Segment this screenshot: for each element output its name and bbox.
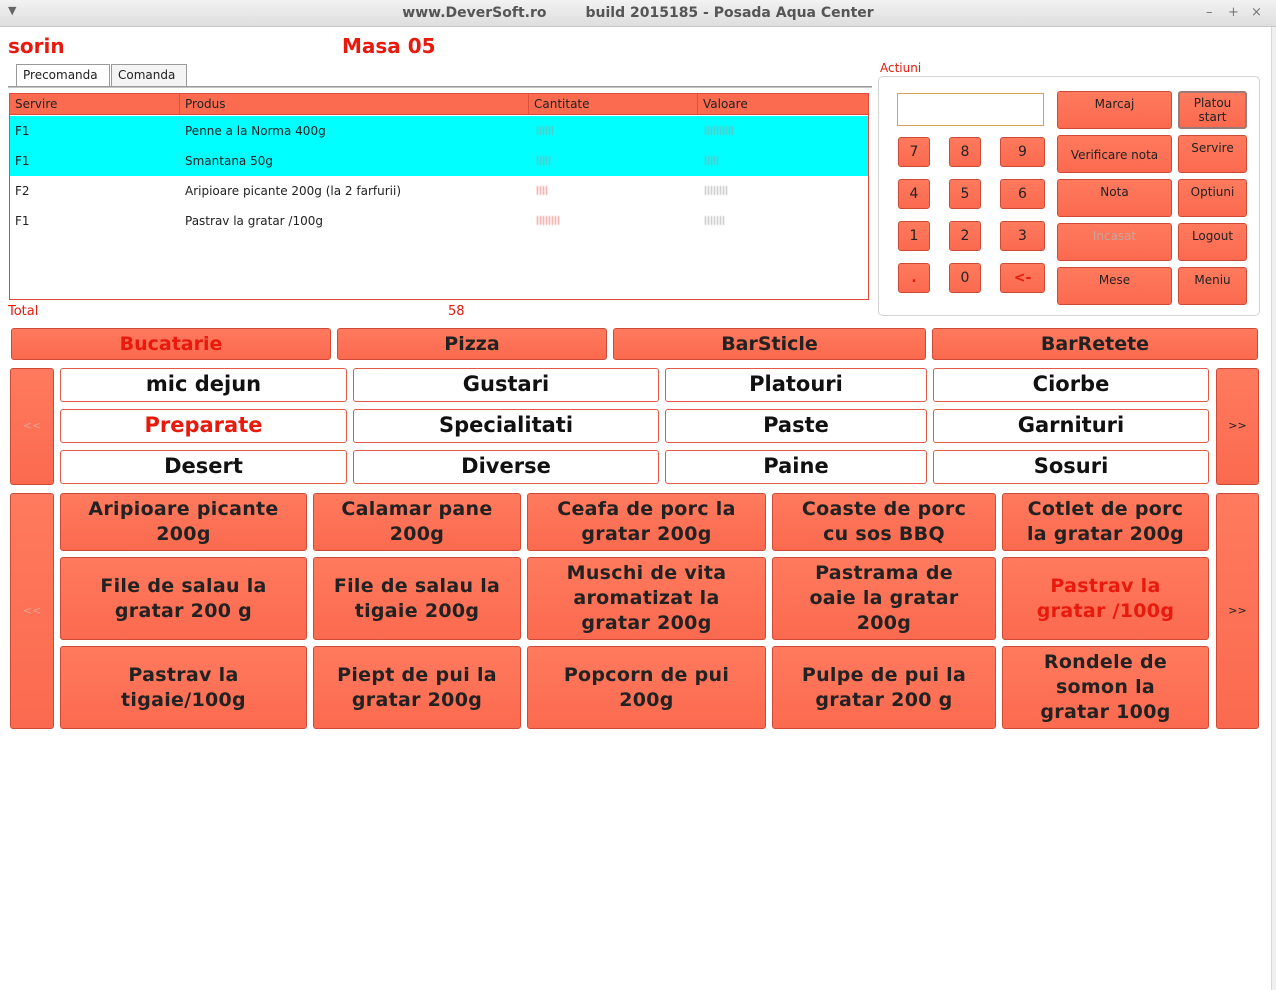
order-table[interactable] (9, 93, 869, 300)
table-row[interactable] (10, 206, 868, 236)
product-label-line: Pastrama de (815, 562, 953, 584)
subcategory-sosuri-button[interactable]: Sosuri (933, 450, 1209, 484)
column-header-cantitate[interactable]: Cantitate (529, 94, 698, 115)
product-label-line: cu sos BBQ (823, 523, 945, 545)
close-icon[interactable]: × (1251, 5, 1262, 20)
keypad-3-button[interactable]: 3 (1000, 221, 1045, 251)
product-label-line: 200g (619, 688, 674, 711)
product-label (341, 497, 492, 547)
product-label (334, 574, 500, 624)
product-label (100, 574, 266, 624)
subcategory-platouri-button[interactable]: Platouri (665, 368, 927, 402)
actions-label: Actiuni (880, 61, 922, 75)
category-bucatarie-button[interactable]: Bucatarie (11, 328, 331, 360)
user-name: sorin (8, 34, 65, 58)
window-scrollbar[interactable] (1271, 27, 1276, 990)
cell-produs: Aripioare picante 200g (la 2 farfurii) (185, 184, 401, 198)
meniu-button[interactable]: Meniu (1178, 267, 1247, 305)
cell-valoare-redacted (705, 156, 719, 165)
table-row[interactable] (10, 116, 868, 146)
platou-start-label-line1: Platou (1193, 96, 1232, 110)
subcategory-mic-dejun-button[interactable]: mic dejun (60, 368, 347, 402)
cell-produs: Smantana 50g (185, 154, 273, 168)
product-label-line: tigaie 200g (354, 599, 480, 622)
product-label (88, 497, 278, 547)
product-label-line: aromatizat la (573, 587, 720, 609)
keypad-9-button[interactable]: 9 (1000, 137, 1045, 167)
tab-divider (8, 86, 872, 88)
product-label-line: Ceafa de porc la (557, 498, 736, 520)
product-label (567, 561, 727, 636)
product-prev-button[interactable]: << (10, 493, 54, 729)
product-label (809, 561, 958, 636)
product-label-line: oaie la gratar (809, 587, 959, 609)
keypad-5-button[interactable]: 5 (949, 179, 981, 209)
product-label-line: Cotlet de porc (1027, 498, 1184, 520)
tab-precomanda[interactable]: Precomanda (16, 64, 110, 87)
subcategory-desert-button[interactable]: Desert (60, 450, 347, 484)
tab-comanda[interactable]: Comanda (111, 64, 187, 86)
product-label-line: gratar 100g (1040, 701, 1171, 723)
product-label (564, 663, 729, 713)
cell-produs: Pastrav la gratar /100g (185, 214, 323, 228)
platou-start-button[interactable] (1178, 91, 1247, 129)
product-label-line: Coaste de porc (801, 498, 967, 520)
product-ceafa-de-porc-button[interactable] (527, 493, 766, 551)
product-label (337, 663, 497, 713)
subcategory-gustari-button[interactable]: Gustari (353, 368, 659, 402)
cell-servire: F1 (15, 214, 30, 228)
cell-cantitate-redacted (537, 126, 553, 135)
product-popcorn-de-pui-button[interactable] (527, 646, 766, 729)
subcategory-paste-button[interactable]: Paste (665, 409, 927, 443)
total-label: Total (8, 304, 39, 319)
product-label-line: gratar 200g (351, 688, 483, 711)
product-rondele-de-somon-button[interactable] (1002, 646, 1209, 729)
product-label (1037, 574, 1174, 624)
subcategory-paine-button[interactable]: Paine (665, 450, 927, 484)
category-barretete-button[interactable]: BarRetete (932, 328, 1258, 360)
product-label-line: gratar 200g (581, 523, 712, 545)
product-label-line: File de salau la (333, 574, 501, 597)
product-label-line: Calamar pane (341, 498, 493, 520)
cell-valoare-redacted (705, 126, 733, 135)
product-label (802, 497, 966, 547)
keypad-0-button[interactable]: 0 (949, 263, 981, 293)
cell-servire: F1 (15, 154, 30, 168)
servire-button[interactable]: Servire (1178, 135, 1247, 173)
product-label-line: Muschi de vita (566, 562, 727, 584)
column-header-valoare[interactable]: Valoare (698, 94, 868, 115)
window-build: build 2015185 - Posada Aqua Center (585, 5, 874, 21)
keypad-6-button[interactable]: 6 (1000, 179, 1045, 209)
marcaj-button[interactable]: Marcaj (1057, 91, 1172, 129)
subcategory-ciorbe-button[interactable]: Ciorbe (933, 368, 1209, 402)
subcategory-next-button[interactable]: >> (1216, 368, 1259, 485)
product-pastrav-tigaie-button[interactable] (60, 646, 307, 729)
verificare-nota-button[interactable]: Verificare nota (1057, 135, 1172, 173)
category-barsticle-button[interactable]: BarSticle (613, 328, 926, 360)
product-label (1027, 497, 1184, 547)
product-label (1040, 650, 1170, 725)
keypad-display-input[interactable] (897, 93, 1044, 126)
product-cotlet-de-porc-button[interactable] (1002, 493, 1209, 551)
column-header-produs[interactable]: Produs (180, 94, 529, 115)
product-label-line: tigaie/100g (121, 688, 246, 711)
subcategory-garnituri-button[interactable]: Garnituri (933, 409, 1209, 443)
product-label-line: somon la (1055, 676, 1156, 698)
subcategory-prev-button[interactable]: << (10, 368, 54, 485)
table-row[interactable] (10, 176, 868, 206)
product-label-line: gratar 200g (581, 612, 712, 634)
product-label-line: gratar 200 g (114, 599, 253, 622)
cell-cantitate-redacted (537, 216, 561, 225)
keypad-7-button[interactable]: 7 (898, 137, 930, 167)
keypad-backspace-button[interactable]: <- (1000, 263, 1045, 293)
product-coaste-de-porc-button[interactable] (772, 493, 996, 551)
window-site: www.DeverSoft.ro (402, 5, 547, 21)
keypad-1-button[interactable]: 1 (898, 221, 930, 251)
product-label-line: 200g (856, 612, 912, 634)
product-label-line: Piept de pui la (337, 663, 497, 686)
category-pizza-button[interactable]: Pizza (337, 328, 607, 360)
table-name: Masa 05 (342, 34, 436, 58)
product-file-de-salau-gratar-button[interactable] (60, 557, 307, 640)
logout-button[interactable]: Logout (1178, 223, 1247, 261)
cell-servire: F2 (15, 184, 30, 198)
product-label-line: la gratar 200g (1026, 523, 1185, 545)
product-label-line: Aripioare picante (88, 498, 279, 520)
product-pastrama-de-oaie-button[interactable] (772, 557, 996, 640)
keypad-2-button[interactable]: 2 (949, 221, 981, 251)
product-label-line: Pastrav la (128, 663, 239, 686)
cell-produs: Penne a la Norma 400g (185, 124, 326, 138)
nota-button[interactable]: Nota (1057, 179, 1172, 217)
total-value: 58 (448, 304, 465, 319)
mese-button[interactable]: Mese (1057, 267, 1172, 305)
product-piept-de-pui-button[interactable] (313, 646, 521, 729)
platou-start-label-line2: start (1198, 110, 1227, 124)
product-file-de-salau-tigaie-button[interactable] (313, 557, 521, 640)
product-label (557, 497, 736, 547)
subcategory-preparate-button[interactable]: Preparate (60, 409, 347, 443)
product-label-line: gratar /100g (1036, 599, 1175, 622)
product-label-line: File de salau la (100, 574, 267, 597)
keypad-4-button[interactable]: 4 (898, 179, 930, 209)
cell-servire: F1 (15, 124, 30, 138)
window-titlebar (0, 0, 1276, 27)
cell-valoare-redacted (705, 186, 727, 195)
keypad-8-button[interactable]: 8 (949, 137, 981, 167)
product-next-button[interactable]: >> (1216, 493, 1259, 729)
minimize-icon[interactable]: – (1206, 5, 1213, 20)
product-calamar-pane-button[interactable] (313, 493, 521, 551)
optiuni-button[interactable]: Optiuni (1178, 179, 1247, 217)
product-label-line: Rondele de (1043, 651, 1168, 673)
product-label-line: gratar 200 g (815, 688, 953, 711)
product-label-line: 200g (389, 523, 445, 545)
cell-cantitate-redacted (537, 156, 551, 165)
product-muschi-de-vita-button[interactable] (527, 557, 766, 640)
column-header-servire[interactable]: Servire (10, 94, 180, 115)
product-pulpe-de-pui-button[interactable] (772, 646, 996, 729)
product-aripioare-picante-button[interactable] (60, 493, 307, 551)
product-label-line: 200g (156, 523, 211, 545)
subcategory-specialitati-button[interactable]: Specialitati (353, 409, 659, 443)
product-label-line: Pulpe de pui la (801, 663, 967, 686)
window-title (0, 5, 1276, 21)
maximize-icon[interactable]: + (1228, 5, 1239, 20)
subcategory-diverse-button[interactable]: Diverse (353, 450, 659, 484)
product-label (121, 663, 246, 713)
cell-valoare-redacted (705, 216, 725, 225)
window-menu-icon[interactable]: ▼ (8, 4, 17, 17)
product-pastrav-gratar-button[interactable] (1002, 557, 1209, 640)
cell-cantitate-redacted (537, 186, 549, 195)
product-label-line: Pastrav la (1050, 574, 1161, 597)
incasat-button[interactable]: Incasat (1057, 223, 1172, 261)
table-row[interactable] (10, 146, 868, 176)
keypad-dot-button[interactable]: . (898, 263, 930, 293)
product-label-line: Popcorn de pui (563, 663, 730, 686)
product-label (802, 663, 966, 713)
